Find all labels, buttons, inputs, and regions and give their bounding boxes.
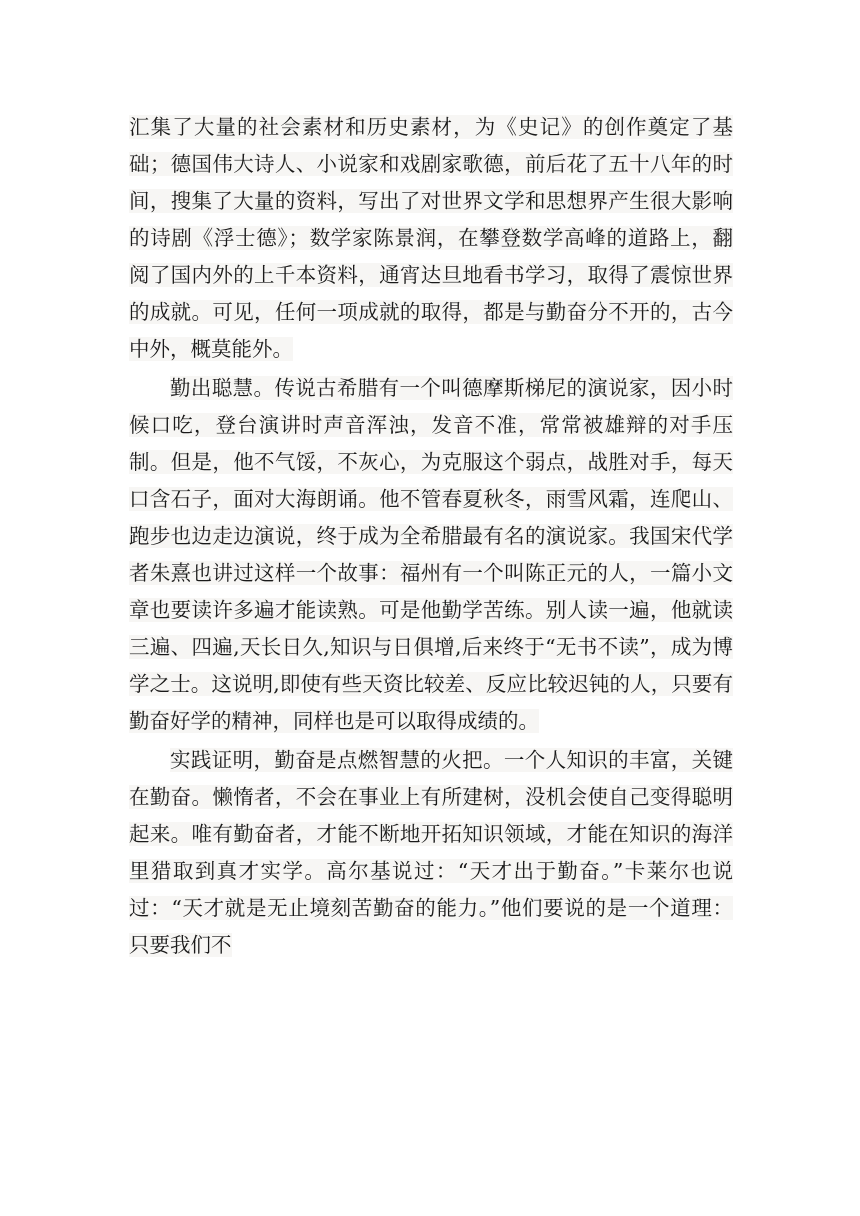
paragraph-1-text: 汇集了大量的社会素材和历史素材，为《史记》的创作奠定了基础；德国伟大诗人、小说家和戏剧家歌德，前后花了五十八年的时间，搜集了大量的资料，写出了对世界文学和思想界产生很大影响的诗剧《浮士德》；数学家陈景润，在攀登数学高峰的道路上，翻阅了国内外的上千本资料，通宵达旦地看书学习，取得了震惊世界的成就。可见，任何一项成就的取得，都是与勤奋分不开的，古今中外，概莫能外。 (129, 115, 733, 361)
document-body (129, 109, 733, 966)
paragraph-3-text: 实践证明，勤奋是点燃智慧的火把。一个人知识的丰富，关键在勤奋。懒惰者，不会在事业上有所建树，没机会使自己变得聪明起来。唯有勤奋者，才能不断地开拓知识领域，才能在知识的海洋里猎取到真才实学。高尔基说过：“天才出于勤奋。”卡莱尔也说过：“天才就是无止境刻苦勤奋的能力。”他们要说的是一个道理：只要我们不 (129, 748, 733, 957)
paragraph-3 (129, 742, 733, 964)
paragraph-2-text: 勤出聪慧。传说古希腊有一个叫德摩斯梯尼的演说家，因小时候口吃，登台演讲时声音浑浊，发音不准，常常被雄辩的对手压制。但是，他不气馁，不灰心，为克服这个弱点，战胜对手，每天口含石子，面对大海朗诵。他不管春夏秋冬，雨雪风霜，连爬山、跑步也边走边演说，终于成为全希腊最有名的演说家。我国宋代学者朱熹也讲过这样一个故事：福州有一个叫陈正元的人，一篇小文章也要读许多遍才能读熟。可是他勤学苦练。别人读一遍，他就读三遍、四遍,天长日久,知识与日俱增,后来终于“无书不读”，成为博学之士。这说明,即使有些天资比较差、反应比较迟钝的人，只要有勤奋好学的精神，同样也是可以取得成绩的。 (129, 376, 733, 733)
paragraph-2 (129, 370, 733, 740)
paragraph-1 (129, 109, 733, 368)
